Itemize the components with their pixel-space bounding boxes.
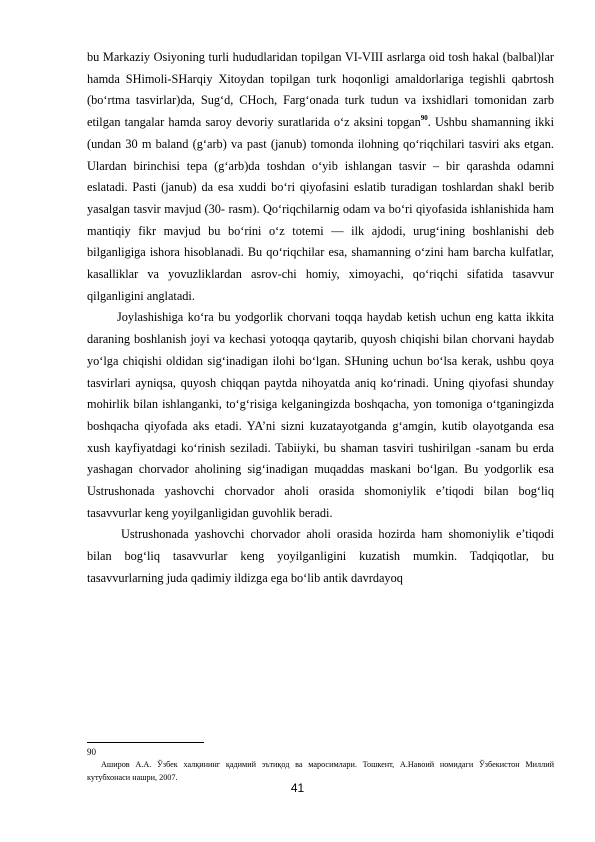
paragraph-1-text-after: . Ushbu shamanning ikki (undan 30 m baland (g‘arb) va past (janub) tomonda ilohning qo‘riqchilari tasviri aks etgan. Ulardan birinchisi tepa (g‘arb)da toshdan o‘yib ishlangan tasvir – bir qarashda odamni eslatadi. Pasti (janub) da esa xuddi bo‘ri qiyofasini eslatib turadigan toshlardan shakl berib yasalgan tasvir mavjud (30- rasm). Qo‘riqchilarnig odam va bo‘ri qiyofasida ishlanishida ham mantiqiy fikr mavjud bu bo‘rini o‘z totemi — ilk ajdodi, urug‘ining boshlanishi deb bilganligiga ishora hisoblanadi. Bu qo‘riqchilar esa, shamanning o‘zini ham barcha kulfatlar, kasalliklar va yovuzliklardan asrov-chi homiy, ximoyachi, qo‘riqchi sifatida tasavvur qilganligini anglatadi. bbox=[87, 115, 554, 303]
paragraph-2: Joylashishiga ko‘ra bu yodgorlik chorvani toqqa haydab ketish uchun eng katta ikkita daraning boshlanish joyi va kechasi yotoqqa qaytarib, quyosh chiqishi bilan chorvani haydab yo‘lga chiqishi oldidan sig‘inadigan ilohi bo‘lgan. SHuning uchun bo‘lsa kerak, ushbu qoya tasvirlari ayniqsa, quyosh chiqqan paytda nihoyatda aniq ko‘rinadi. Uning qiyofasi shunday mohirlik bilan ishlanganki, to‘g‘risiga kelganingizda boshqacha, yon tomoniga o‘tganingizda boshqacha qiyofada aks etadi. YA’ni sizni kuzatayotganda g‘amgin, kutib olayotganda esa xush kayfiyatdagi ko‘rinish seziladi. Tabiiyki, bu shaman tasviri tushirilgan -sanam bu erda yashagan chorvador aholining sig‘inadigan muqaddas maskani bo‘lgan. Bu yodgorlik esa Ustrushonada yashovchi chorvador aholi orasida shomoniylik e’tiqodi bilan bog‘liq tasavvurlar keng yoyilganligidan guvohlik beradi. bbox=[87, 310, 554, 520]
page-number: 41 bbox=[290, 781, 305, 795]
body-text bbox=[87, 47, 554, 590]
footnote-text: Аширов А.А. Ўзбек халқининг қадимий эътиқод ва маросимлари. Тошкент, А.Навоий номидаги Ўзбекистон Миллий кутубхонаси нашри, 2007. bbox=[87, 760, 554, 782]
footnote bbox=[87, 747, 554, 784]
paragraph-1-text-before: bu Markaziy Osiyoning turli hududlaridan topilgan VI-VIII asrlarga oid tosh hakal (balbal)lar hamda SHimoli-SHarqiy Xitoydan topilgan turk hoqonligi amaldorlariga tegishli qabrtosh (bo‘rtma tasvirlar)da, Sug‘d, CHoch, Farg‘onada turk tudun va ixshidlari tomonidan zarb etilgan tangalar hamda saroy devoriy suratlarida o‘z aksini topgan bbox=[87, 50, 554, 130]
paragraph-3: Ustrushonada yashovchi chorvador aholi orasida hozirda ham shomoniylik e’tiqodi bilan bog‘liq tasavvurlar keng yoyilganligini kuzatish mumkin. Tadqiqotlar, bu tasavvurlarning juda qadimiy ildizga ega bo‘lib antik davrdayoq bbox=[87, 527, 554, 585]
footnote-number: 90 bbox=[87, 747, 96, 757]
footnote-reference[interactable]: 90 bbox=[420, 114, 428, 123]
paragraph-1 bbox=[87, 47, 554, 307]
footnote-separator bbox=[87, 742, 204, 743]
